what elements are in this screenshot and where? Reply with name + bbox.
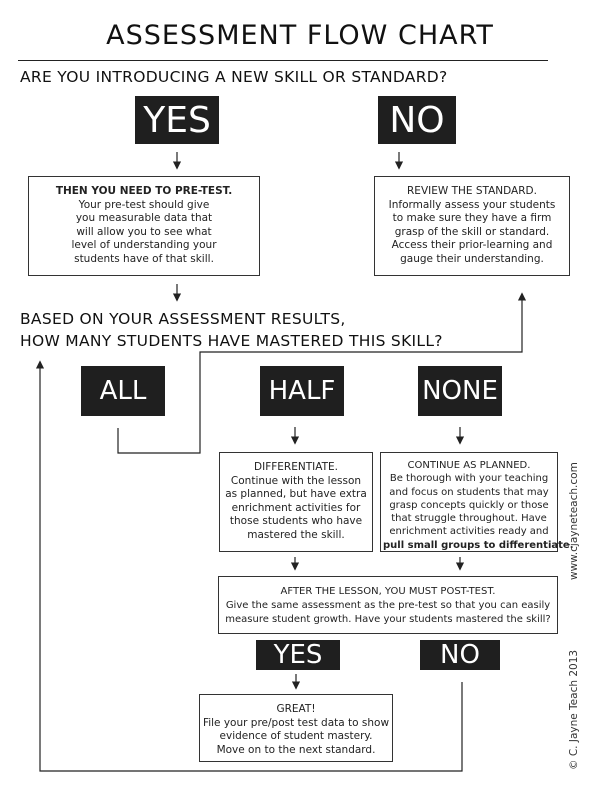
posttest-line: Give the same assessment as the pre-test so that you can easily xyxy=(225,600,551,611)
continue-line: that struggle throughout. Have xyxy=(391,513,547,525)
differentiate-line: as planned, but have extra xyxy=(225,488,367,500)
review-line: REVIEW THE STANDARD. xyxy=(407,185,537,197)
answer-no-box: NO xyxy=(378,96,456,144)
continue-line: and focus on students that may xyxy=(389,486,549,498)
review-line: gauge their understanding. xyxy=(400,252,544,265)
answer-all-box: ALL xyxy=(81,366,165,416)
differentiate-line: Continue with the lesson xyxy=(230,474,362,487)
continue-line: CONTINUE AS PLANNED. xyxy=(407,460,531,471)
review-line: Access their prior-learning and xyxy=(391,239,553,251)
review-line: grasp of the skill or standard. xyxy=(394,225,550,238)
differentiate-line: those students who have xyxy=(229,515,363,527)
pretest-heading: THEN YOU NEED TO PRE-TEST. xyxy=(55,185,233,197)
posttest-line: measure student growth. Have your students mastered the skill? xyxy=(225,614,551,625)
copyright-credit: © C. Jayne Teach 2013 xyxy=(568,649,580,770)
great-line: Move on to the next standard. xyxy=(216,743,376,756)
continue-emphasis-line: pull small groups to differentiate. xyxy=(383,539,574,551)
chart-title: ASSESSMENT FLOW CHART xyxy=(106,20,494,51)
pretest-line: level of understanding your xyxy=(71,239,217,251)
review-line: Informally assess your students xyxy=(388,198,556,211)
differentiate-line: mastered the skill. xyxy=(247,528,345,541)
pretest-line: will allow you to see what xyxy=(76,225,212,238)
mastered-yes-box: YES xyxy=(256,640,340,670)
question-mastery-line: BASED ON YOUR ASSESSMENT RESULTS, xyxy=(20,310,346,328)
continue-line: enrichment activities ready and xyxy=(389,526,549,538)
arrow-no-back-to-question xyxy=(40,362,462,771)
posttest-line: AFTER THE LESSON, YOU MUST POST-TEST. xyxy=(280,586,496,597)
answer-none-box: NONE xyxy=(418,366,502,416)
answer-yes-box: YES xyxy=(135,96,219,144)
question-new-skill: ARE YOU INTRODUCING A NEW SKILL OR STANDARD? xyxy=(20,68,448,86)
pretest-line: you measurable data that xyxy=(75,212,213,224)
website-credit: www.cjayneteach.com xyxy=(568,462,580,580)
continue-line: Be thorough with your teaching xyxy=(389,473,549,485)
great-line: GREAT! xyxy=(276,703,316,715)
question-mastery-line: HOW MANY STUDENTS HAVE MASTERED THIS SKILL? xyxy=(20,332,443,350)
answer-half-box: HALF xyxy=(260,366,344,416)
continue-line: grasp concepts quickly or those xyxy=(389,499,549,511)
mastered-no-box: NO xyxy=(420,640,500,670)
pretest-line: students have of that skill. xyxy=(74,252,214,265)
great-line: File your pre/post test data to show xyxy=(202,716,390,729)
arrow-all-to-review xyxy=(118,294,522,453)
differentiate-line: enrichment activities for xyxy=(231,501,361,514)
differentiate-line: DIFFERENTIATE. xyxy=(254,461,338,473)
great-line: evidence of student mastery. xyxy=(219,730,373,742)
review-line: to make sure they have a firm xyxy=(392,212,552,224)
pretest-line: Your pre-test should give xyxy=(78,198,210,211)
